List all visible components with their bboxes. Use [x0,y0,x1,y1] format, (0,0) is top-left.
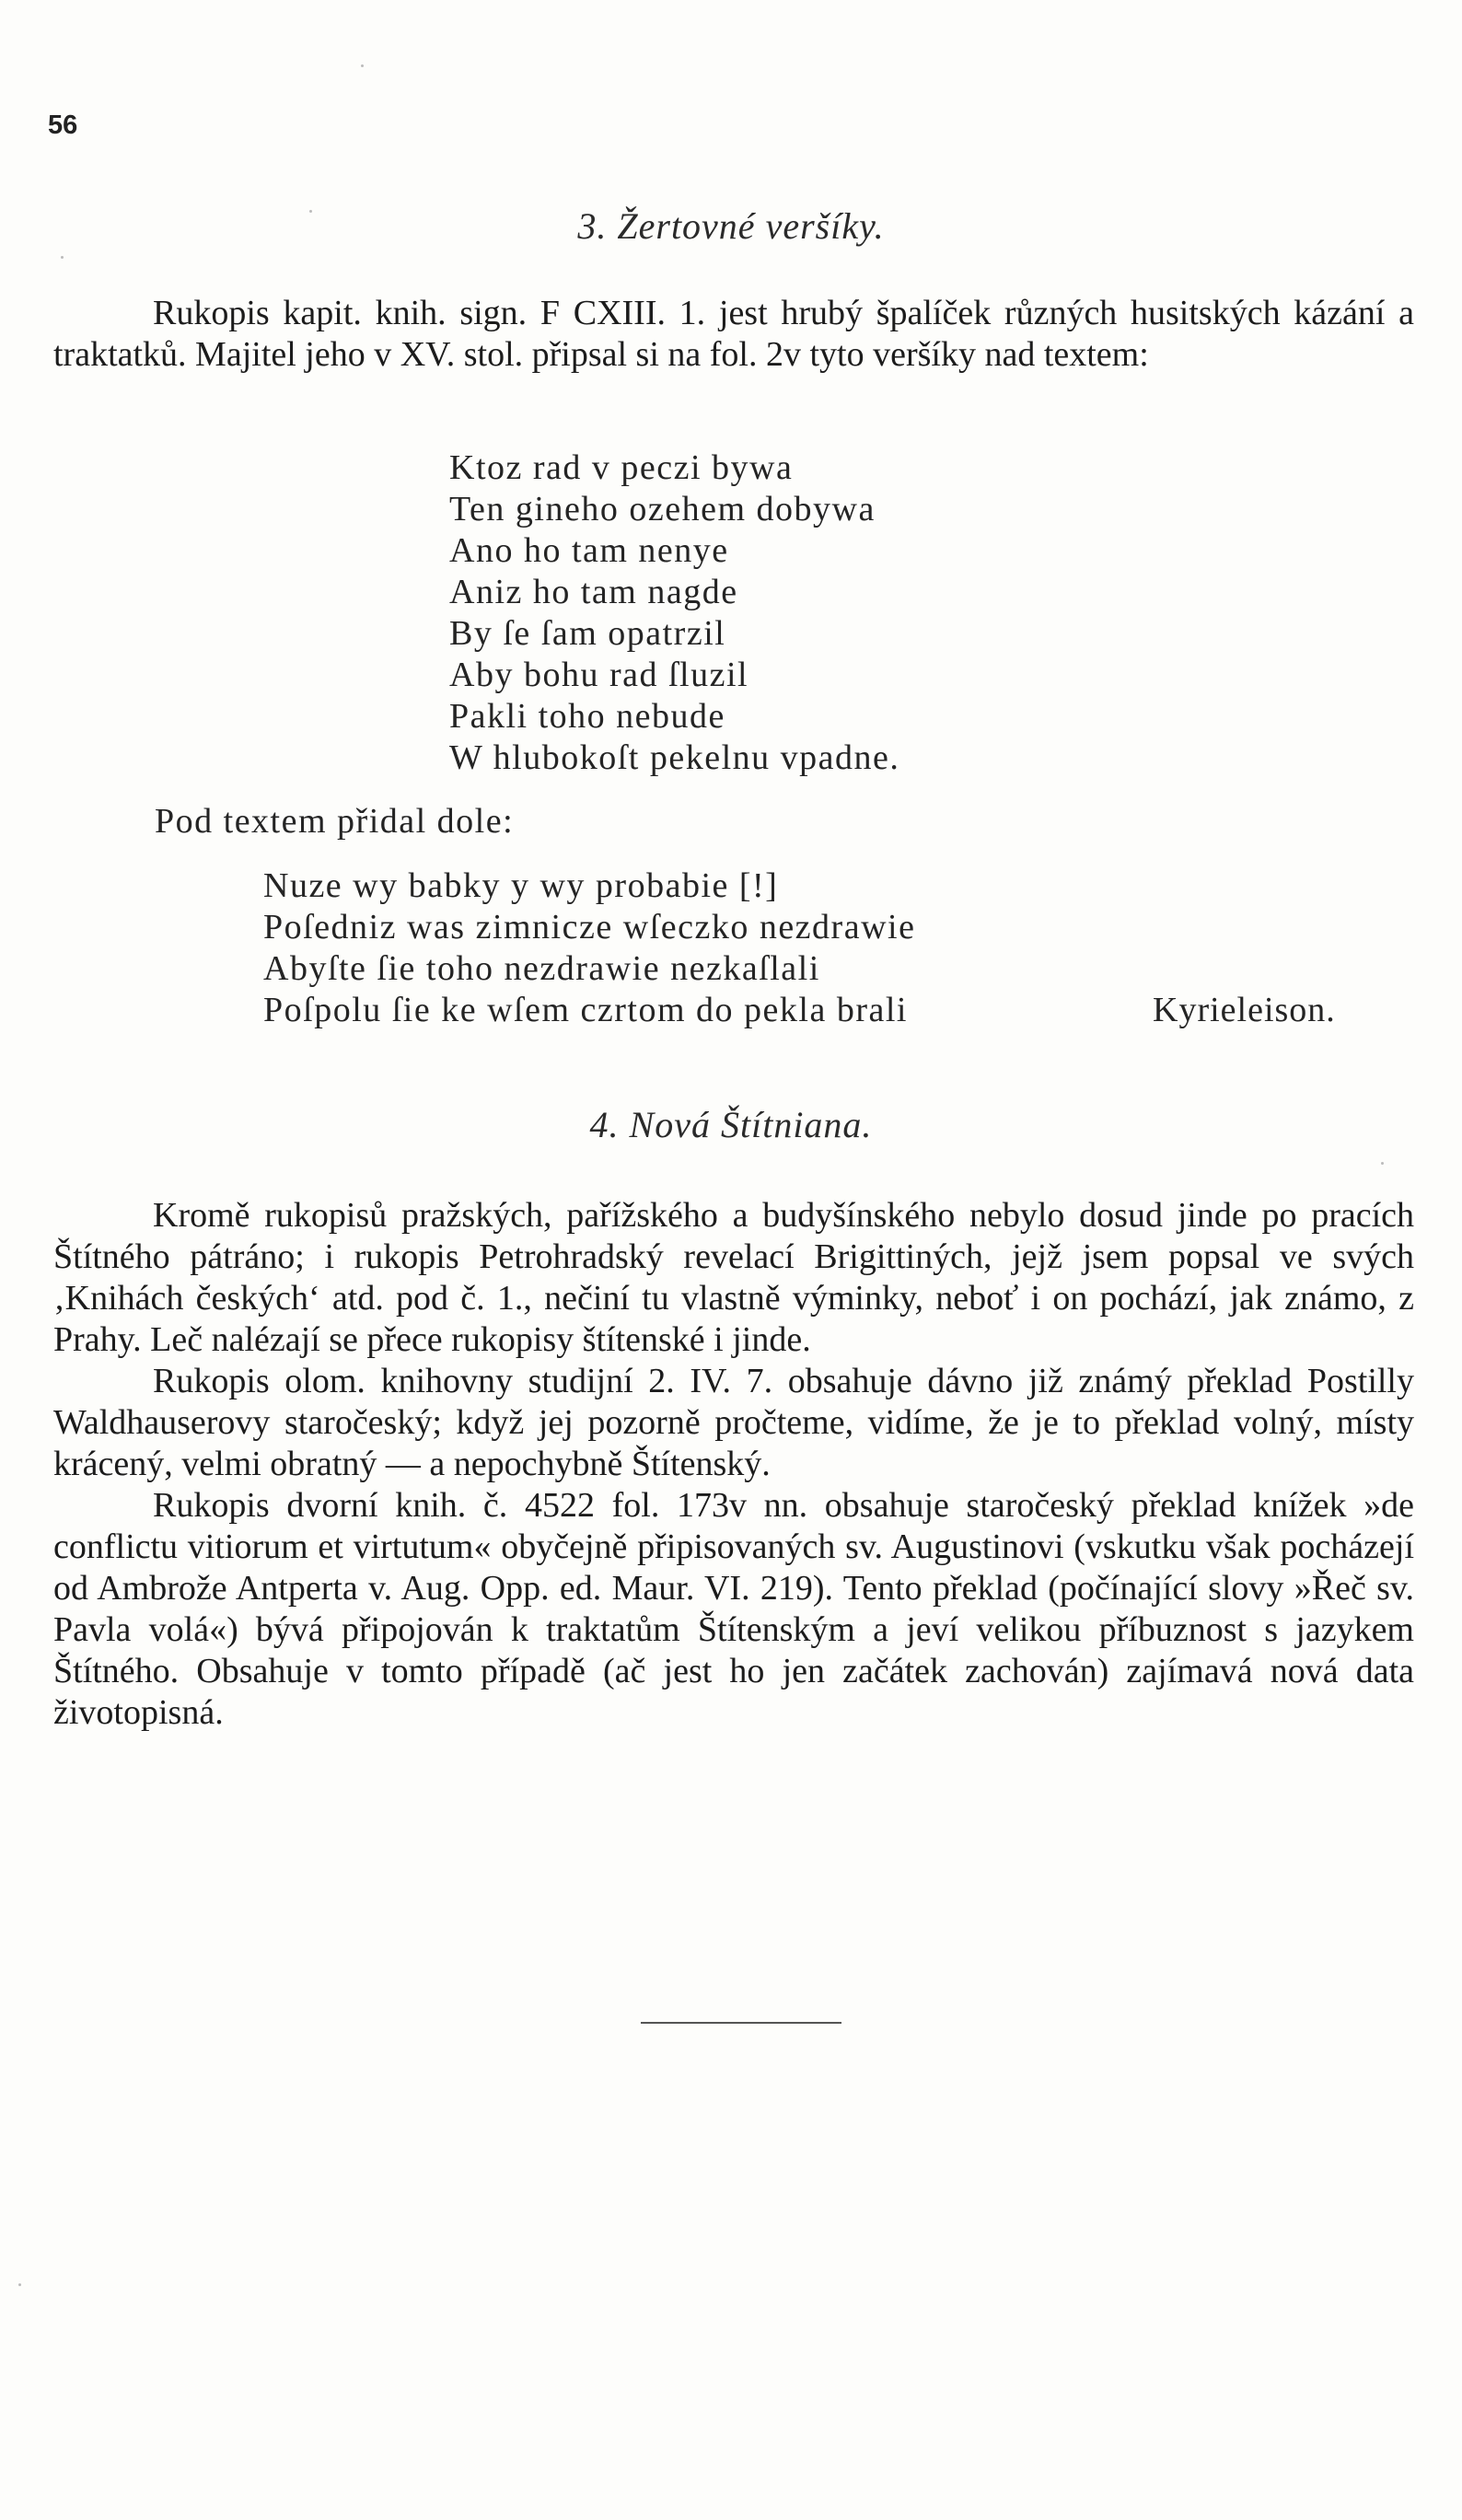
closing-rule [641,2022,841,2024]
kyrieleison-ending: Kyrieleison. [1153,991,1336,1029]
verse-line: Abyſte ſie toho nezdrawie nezkaſlali [263,949,820,988]
intro-text: Rukopis kapit. knih. sign. F CXIII. 1. jest hrubý špalíček různých husitských kázání a traktatků. Majitel jeho v XV. stol. připsal si na fol. 2v tyto veršíky nad textem: [53,294,1414,374]
verse-line: Poſpolu ſie ke wſem czrtom do pekla brali [263,991,908,1029]
verse-line: Ktoz rad v peczi bywa [449,448,794,487]
scan-speck [18,2283,21,2286]
body-paragraph: Kromě rukopisů pražských, pařížského a budyšínského nebylo dosud jinde po pracích Štítného pátráno; i rukopis Petrohradský revelací Brigittiných, jejž jsem popsal ve svých ‚Knihách českých‘ atd. pod č. 1., nečiní tu vlastně výminky, neboť i on pochází, jak známo, z Prahy. Leč nalézají se přece rukopisy štítenské i jinde. [53,1196,1414,1359]
verse-line: Pakli toho nebude [449,697,725,736]
under-text-note: Pod textem přidal dole: [155,802,515,841]
verse-line: Ten gineho ozehem dobywa [449,490,876,528]
verse-line: Poſedniz was zimnicze wſeczko nezdrawie [263,908,916,946]
verse-line: Aby bohu rad ſluzil [449,656,749,694]
scan-speck [1381,1162,1384,1165]
page-number: 56 [48,110,78,140]
verse-line: By ſe ſam opatrzil [449,614,726,653]
scan-speck [61,256,64,259]
verse-block-2 [263,865,915,1031]
body-paragraph: Rukopis olom. knihovny studijní 2. IV. 7. obsahuje dávno již známý překlad Postilly Waldhauserovy staročeský; když jej pozorně pročteme, vidíme, že je to překlad volný, místy krácený, velmi obratný — a nepochybně Štítenský. [53,1362,1414,1483]
intro-paragraph [53,293,1414,376]
verse-line: W hlubokoſt pekelnu vpadne. [449,738,900,777]
scan-speck [361,64,364,67]
section-title-zertovne-versiky: 3. Žertovné veršíky. [577,205,885,247]
verse-line: Ano ho tam nenye [449,531,729,570]
stitniana-body [53,1195,1414,1734]
verse-block-1 [449,447,899,779]
verse-line: Aniz ho tam nagde [449,573,738,611]
section-title-nova-stitniana: 4. Nová Štítniana. [589,1104,873,1145]
verse-line: Nuze wy babky y wy probabie [!] [263,866,779,905]
scan-speck [309,210,312,213]
body-paragraph: Rukopis dvorní knih. č. 4522 fol. 173v nn. obsahuje staročeský překlad knížek »de conflictu vitiorum et virtutum« obyčejně připisovaných sv. Augustinovi (vskutku však pocházejí od Ambrože Antperta v. Aug. Opp. ed. Maur. VI. 219). Tento překlad (počínající slovy »Řeč sv. Pavla volá«) bývá připojován k traktatům Štítenským a jeví velikou příbuznost s jazykem Štítného. Obsahuje v tomto případě (ač jest ho jen začátek zachován) zajímavá nová data životopisná. [53,1486,1414,1732]
